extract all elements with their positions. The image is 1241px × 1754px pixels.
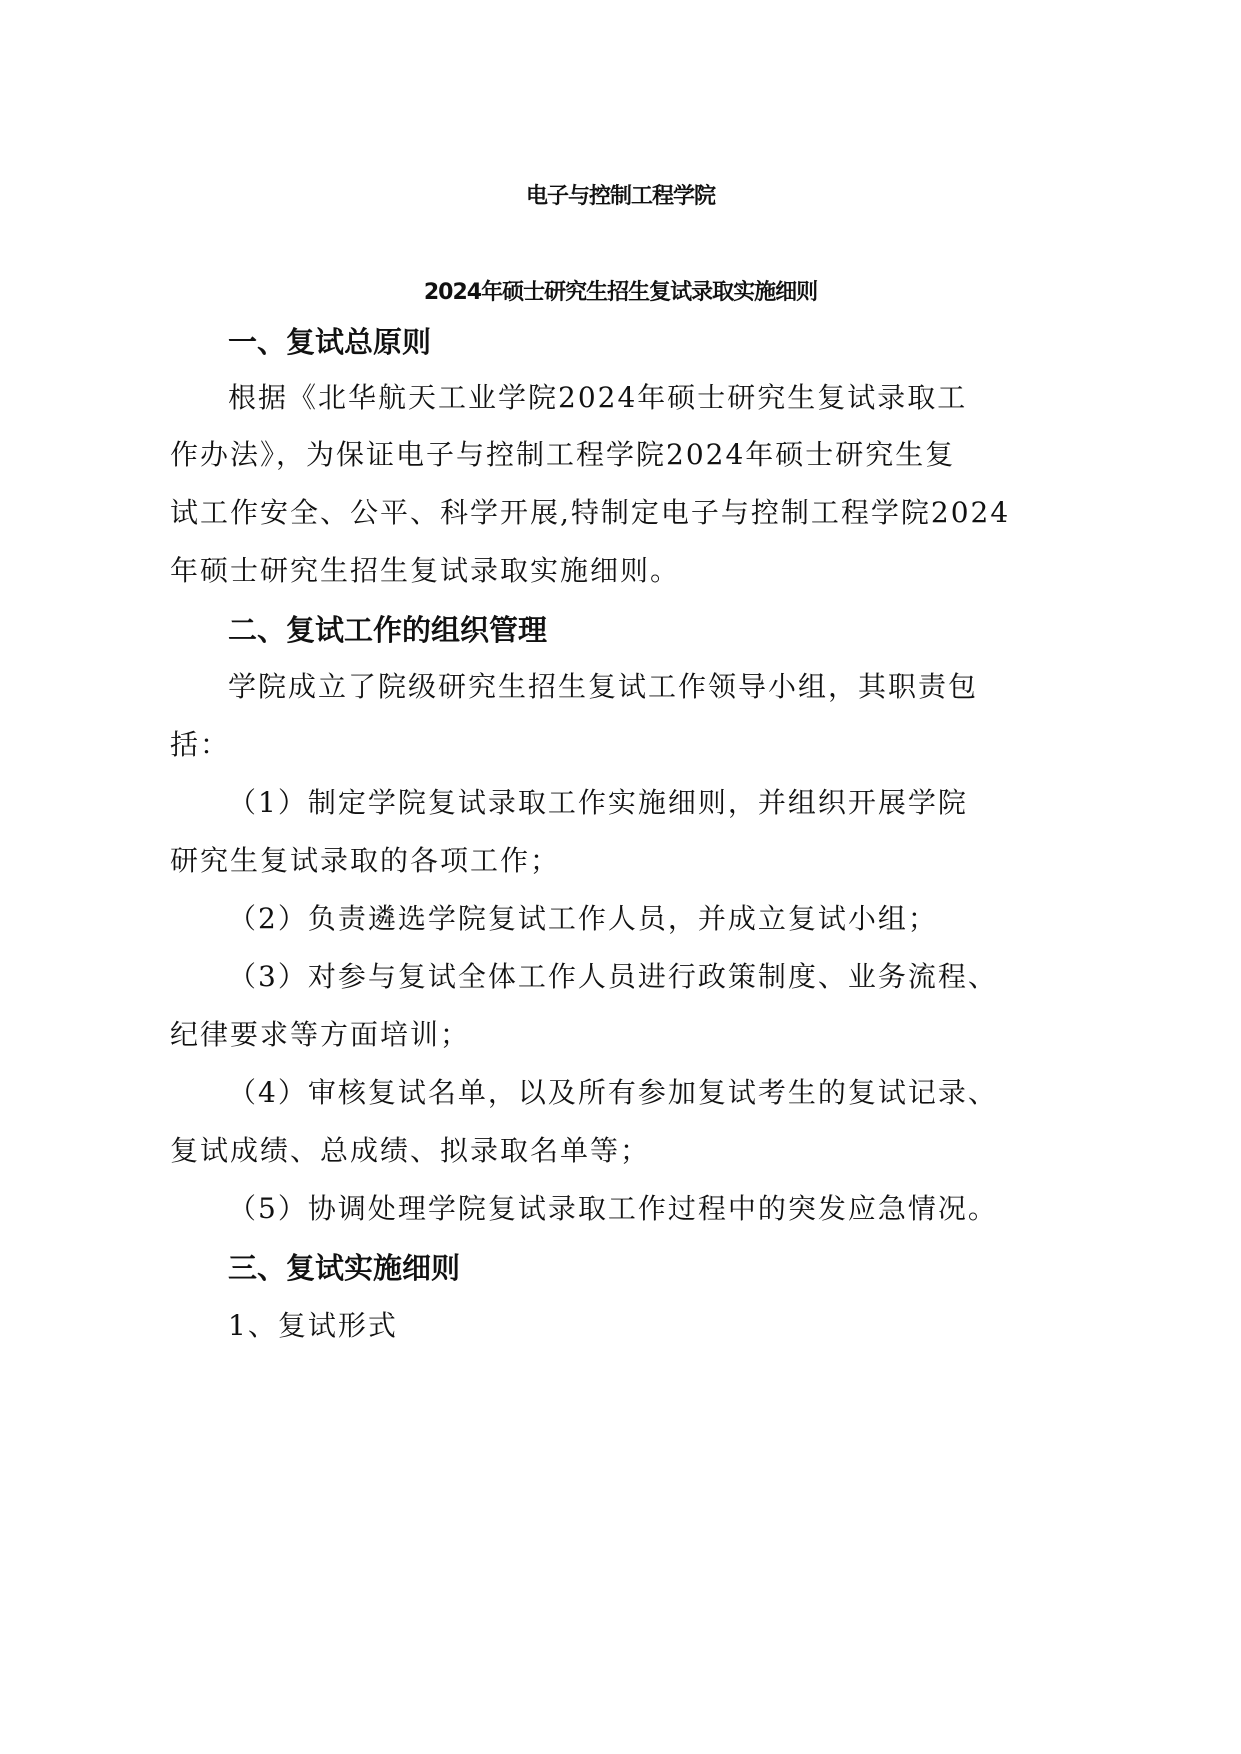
list-item-line: （3）对参与复试全体工作人员进行政策制度、业务流程、 (228, 960, 998, 993)
list-item-line: （1）制定学院复试录取工作实施细则，并组织开展学院 (228, 786, 968, 819)
list-item-line: 纪律要求等方面培训； (170, 1018, 471, 1051)
subsection-heading: 1、复试形式 (228, 1309, 398, 1342)
document-subtitle: 2024年硕士研究生招生复试录取实施细则 (423, 280, 818, 305)
list-item-line: 研究生复试录取的各项工作； (170, 844, 561, 877)
document-title: 电子与控制工程学院 (525, 184, 715, 209)
section-heading-principles: 一、复试总原则 (228, 325, 432, 359)
paragraph-line: 括： (170, 728, 231, 761)
list-item-line: （2）负责遴选学院复试工作人员，并成立复试小组； (228, 902, 938, 935)
list-item-line: （5）协调处理学院复试录取工作过程中的突发应急情况。 (228, 1192, 998, 1225)
paragraph-line: 作办法》，为保证电子与控制工程学院2024年硕士研究生复 (170, 438, 956, 471)
list-item-line: （4）审核复试名单，以及所有参加复试考生的复试记录、 (228, 1076, 998, 1109)
paragraph-line: 年硕士研究生招生复试录取实施细则。 (170, 554, 681, 587)
section-heading-implementation: 三、复试实施细则 (228, 1251, 461, 1285)
paragraph-line: 根据《北华航天工业学院2024年硕士研究生复试录取工 (228, 381, 968, 414)
paragraph-line: 学院成立了院级研究生招生复试工作领导小组，其职责包 (228, 670, 979, 703)
paragraph-line: 试工作安全、公平、科学开展,特制定电子与控制工程学院2024 (170, 496, 1011, 529)
list-item-line: 复试成绩、总成绩、拟录取名单等； (170, 1134, 651, 1167)
section-heading-organization: 二、复试工作的组织管理 (228, 613, 548, 647)
